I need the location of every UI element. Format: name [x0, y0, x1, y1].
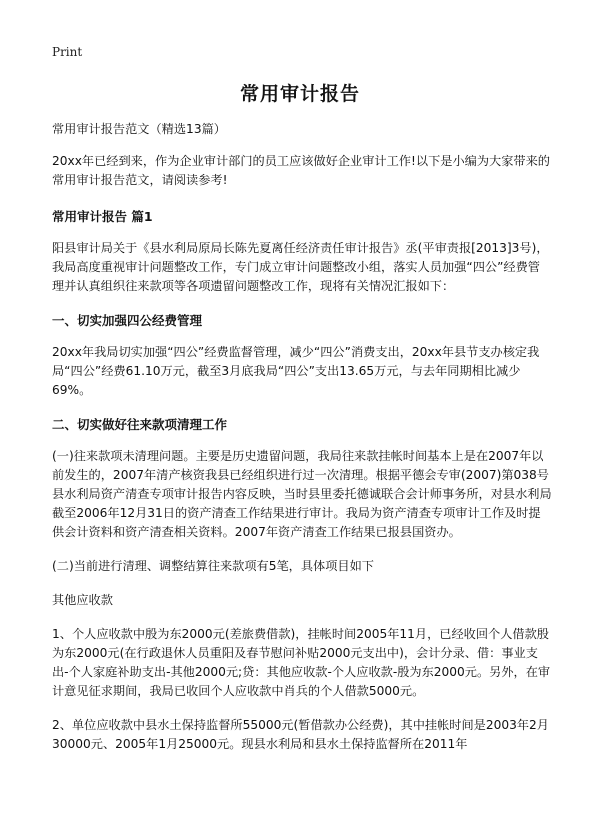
document-body [52, 120, 552, 769]
body-paragraph-1: 阳县审计局关于《县水利局原局长陈先夏离任经济责任审计报告》丞(平审责报[2013]3号)，我局高度重视审计问题整改工作，专门成立审计问题整改小组，落实人员加强“四公”经费管理并认真组织往来款项等各项遗留问题整改工作，现将有关情况汇报如下： [52, 241, 549, 293]
intro-paragraph: 20xx年已经到来，作为企业审计部门的员工应该做好企业审计工作!以下是小编为大家带来的常用审计报告范文，请阅读参考! [52, 154, 550, 187]
section-2-subheading: (二)当前进行清理、调整结算往来款项有5笔，具体项目如下 [52, 559, 374, 573]
section-2-paragraph: (一)往来款项未清理问题。主要是历史遗留问题，我局往来款挂帐时间基本上是在2007年以前发生的，2007年清产核资我县已经组织进行过一次清理。根据平德会专审(2007)第038号县水利局资产清查专项审计报告内容反映，当时县里委托德诚联合会计师事务所，对县水利局截至2006年12月31日的资产清查工作结果进行审计。我局为资产清查专项审计工作及时提供会计资料和资产清查相关资料。2007年资产清查工作结果已报县国资办。 [52, 449, 552, 539]
receivable-item-1: 1、个人应收款中殷为东2000元(差旅费借款)，挂帐时间2005年11月，已经收回个人借款殷为东2000元(在行政退休人员重阳及春节慰问补贴2000元支出中)，会计分录、借：事业支出-个人家庭补助支出-其他2000元;贷：其他应收款-个人应收款-殷为东2000元。另外，在审计意见征求期间，我局已收回个人应收款中肖兵的个人借款5000元。 [52, 627, 551, 698]
print-link[interactable]: Print [52, 45, 83, 59]
other-receivables-label: 其他应收款 [52, 593, 113, 607]
article-heading: 常用审计报告 篇1 [52, 209, 153, 224]
receivable-item-2: 2、单位应收款中县水土保持监督所55000元(暂借款办公经费)，其中挂帐时间是2003年2月30000元、2005年1月25000元。现县水利局和县水土保持监督所在2011年 [52, 718, 549, 751]
document-subtitle: 常用审计报告范文（精选13篇） [52, 122, 226, 136]
section-2-heading: 二、切实做好往来款项清理工作 [52, 417, 228, 432]
document-title: 常用审计报告 [239, 83, 360, 105]
section-1-paragraph: 20xx年我局切实加强“四公”经费监督管理，减少“四公”消费支出，20xx年县节支办核定我局“四公”经费61.10万元，截至3月底我局“四公”支出13.65万元，与去年同期相比减少69%。 [52, 345, 540, 397]
section-1-heading: 一、切实加强四公经费管理 [52, 313, 203, 328]
